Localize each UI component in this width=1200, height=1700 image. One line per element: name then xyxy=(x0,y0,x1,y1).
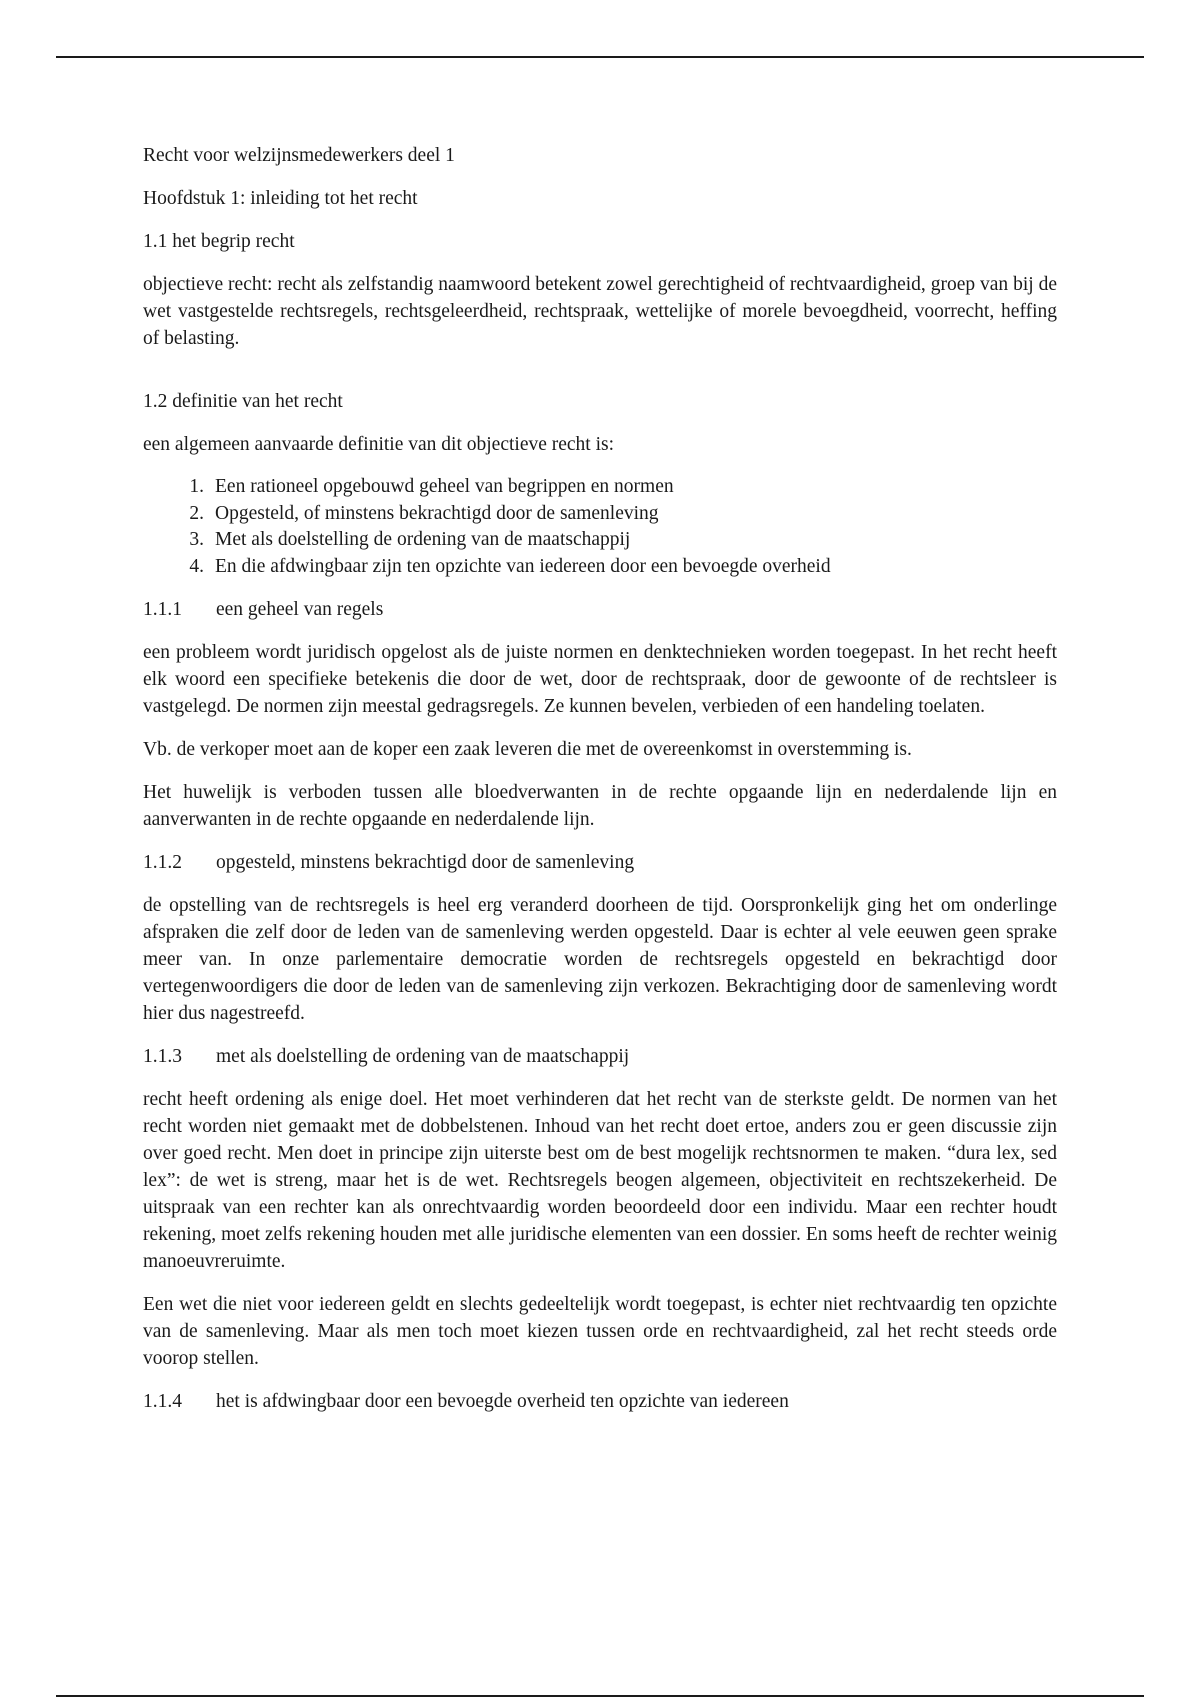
subsection-number: 1.1.2 xyxy=(143,852,182,873)
subsection-title: met als doelstelling de ordening van de maatschappij xyxy=(216,1046,630,1067)
section-heading-1-1: 1.1 het begrip recht xyxy=(143,231,295,252)
list-item-number: 3. xyxy=(189,529,204,550)
subsection-heading-1-1-1 xyxy=(143,596,1057,623)
subsection-1-1-1-example: Vb. de verkoper moet aan de koper een zaak leveren die met de overeenkomst in overstemming is. xyxy=(143,739,912,760)
subsection-heading-1-1-4 xyxy=(143,1388,1057,1415)
subsection-1-1-2-paragraph: de opstelling van de rechtsregels is heel erg veranderd doorheen de tijd. Oorspronkelijk ging het om onderlinge afspraken die zelf door de leden van de samenleving werden opgesteld. Daar is echter al vele eeuwen geen sprake meer van. In onze parlementaire democratie worden de rechtsregels opgesteld en bekrachtigd door vertegenwoordigers die door de leden van de samenleving zijn verkozen. Bekrachtiging door de samenleving wordt hier dus nagestreefd. xyxy=(143,895,1057,1024)
list-item-number: 4. xyxy=(189,555,204,577)
subsection-title: het is afdwingbaar door een bevoegde overheid ten opzichte van iedereen xyxy=(216,1391,789,1412)
footer-rule xyxy=(56,1695,1144,1697)
subsection-1-1-3-paragraph-1: recht heeft ordening als enige doel. Het moet verhinderen dat het recht van de sterkste geldt. De normen van het recht worden niet gemaakt met de dobbelstenen. Inhoud van het recht doet ertoe, anders zou er geen discussie zijn over goed recht. Men doet in principe zijn uiterste best om de best mogelijk rechtsnormen te maken. “dura lex, sed lex”: de wet is streng, maar het is de wet. Rechtsregels beogen algemeen, objectiviteit en rechtszekerheid. De uitspraak van een rechter kan als onrechtvaardig worden beoordeeld door een individu. Maar een rechter houdt rekening, moet zelfs rekening houden met alle juridische elementen van een dossier. En soms heeft de rechter weinig manoeuvreruimte. xyxy=(143,1089,1057,1272)
subsection-title: opgesteld, minstens bekrachtigd door de samenleving xyxy=(216,852,635,873)
definition-list xyxy=(143,474,1057,580)
document-title: Recht voor welzijnsmedewerkers deel 1 xyxy=(143,145,455,166)
subsection-1-1-1-paragraph-3: Het huwelijk is verboden tussen alle bloedverwanten in de rechte opgaande lijn en nederdalende lijn en aanverwanten in de rechte opgaande en nederdalende lijn. xyxy=(143,782,1057,830)
document-body xyxy=(143,142,1057,1431)
header-rule xyxy=(56,56,1144,58)
list-item-text: Een rationeel opgebouwd geheel van begrippen en normen xyxy=(215,476,674,497)
list-item-text: Met als doelstelling de ordening van de maatschappij xyxy=(215,529,631,550)
list-item xyxy=(143,501,1057,528)
list-item-text: En die afdwingbaar zijn ten opzichte van iedereen door een bevoegde overheid xyxy=(215,555,831,577)
subsection-title: een geheel van regels xyxy=(216,599,384,620)
list-item-text: Opgesteld, of minstens bekrachtigd door de samenleving xyxy=(215,502,659,524)
subsection-number: 1.1.4 xyxy=(143,1391,182,1412)
section-1-2-intro: een algemeen aanvaarde definitie van dit objectieve recht is: xyxy=(143,434,615,455)
subsection-heading-1-1-2 xyxy=(143,849,1057,876)
list-item xyxy=(143,554,1057,581)
subsection-number: 1.1.3 xyxy=(143,1046,182,1067)
list-item-number: 2. xyxy=(189,502,204,524)
section-1-1-paragraph: objectieve recht: recht als zelfstandig naamwoord betekent zowel gerechtigheid of rechtvaardigheid, groep van bij de wet vastgestelde rechtsregels, rechtsgeleerdheid, rechtspraak, wettelijke of morele bevoegdheid, voorrecht, heffing of belasting. xyxy=(143,274,1057,349)
subsection-heading-1-1-3 xyxy=(143,1043,1057,1070)
subsection-number: 1.1.1 xyxy=(143,599,182,620)
list-item-number: 1. xyxy=(189,476,204,497)
chapter-heading: Hoofdstuk 1: inleiding tot het recht xyxy=(143,188,418,209)
list-item xyxy=(143,527,1057,554)
section-heading-1-2: 1.2 definitie van het recht xyxy=(143,391,343,412)
list-item xyxy=(143,474,1057,501)
subsection-1-1-1-paragraph-1: een probleem wordt juridisch opgelost als de juiste normen en denktechnieken worden toegepast. In het recht heeft elk woord een specifieke betekenis die door de wet, door de rechtspraak, door de gewoonte of de rechtsleer is vastgelegd. De normen zijn meestal gedragsregels. Ze kunnen bevelen, verbieden of een handeling toelaten. xyxy=(143,642,1057,717)
subsection-1-1-3-paragraph-2: Een wet die niet voor iedereen geldt en slechts gedeeltelijk wordt toegepast, is echter niet rechtvaardig ten opzichte van de samenleving. Maar als men toch moet kiezen tussen orde en rechtvaardigheid, zal het recht steeds orde voorop stellen. xyxy=(143,1294,1057,1369)
